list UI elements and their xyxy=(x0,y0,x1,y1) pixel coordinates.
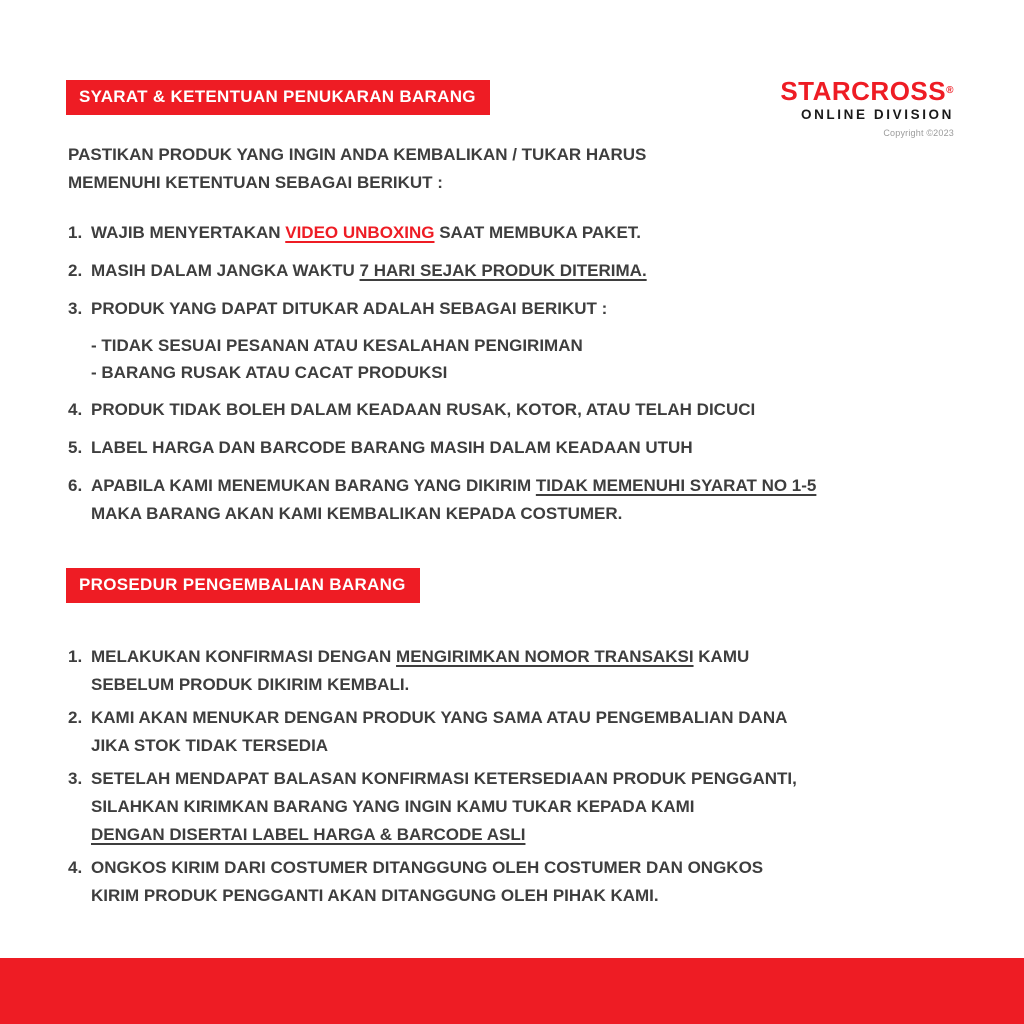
item-text-segment: SEBELUM PRODUK DIKIRIM KEMBALI. xyxy=(91,675,410,694)
terms-intro-line-2: MEMENUHI KETENTUAN SEBAGAI BERIKUT : xyxy=(68,173,443,192)
item-number: 1. xyxy=(68,647,83,666)
underlined-text: 7 HARI SEJAK PRODUK DITERIMA. xyxy=(359,261,647,280)
brand-logo xyxy=(780,78,954,104)
item-text-segment: PRODUK YANG DAPAT DITUKAR ADALAH SEBAGAI BERIKUT : xyxy=(91,299,608,318)
item-number: 4. xyxy=(68,400,83,419)
item-text xyxy=(91,854,1024,910)
procedure-item-1 xyxy=(68,643,1024,699)
item-text-segment: JIKA STOK TIDAK TERSEDIA xyxy=(91,736,329,755)
item-text xyxy=(91,434,1024,462)
procedure-banner: PROSEDUR PENGEMBALIAN BARANG xyxy=(66,568,420,603)
terms-banner: SYARAT & KETENTUAN PENUKARAN BARANG xyxy=(66,80,490,115)
item-text-segment: MASIH DALAM JANGKA WAKTU xyxy=(91,261,360,280)
item-text-segment: PRODUK TIDAK BOLEH DALAM KEADAAN RUSAK, KOTOR, ATAU TELAH DICUCI xyxy=(91,400,756,419)
item-text-segment: KIRIM PRODUK PENGGANTI AKAN DITANGGUNG OLEH PIHAK KAMI. xyxy=(91,886,659,905)
underlined-text: DENGAN DISERTAI LABEL HARGA & BARCODE ASLI xyxy=(91,825,526,844)
item-text xyxy=(91,257,1024,285)
terms-list xyxy=(68,219,1024,528)
terms-item-3 xyxy=(68,295,1024,386)
item-text xyxy=(91,472,1024,528)
item-number: 2. xyxy=(68,261,83,280)
item-text-segment: MAKA BARANG AKAN KAMI KEMBALIKAN KEPADA COSTUMER. xyxy=(91,504,623,523)
item-number: 1. xyxy=(68,223,83,242)
item-text-segment: APABILA KAMI MENEMUKAN BARANG YANG DIKIRIM xyxy=(91,476,536,495)
procedure-item-3 xyxy=(68,765,1024,849)
item-text xyxy=(91,704,1024,760)
trademark-symbol: ® xyxy=(946,85,954,96)
copyright-text: Copyright ©2023 xyxy=(883,128,954,138)
procedure-item-2 xyxy=(68,704,1024,760)
terms-intro xyxy=(68,141,1024,197)
sub-item: - TIDAK SESUAI PESANAN ATAU KESALAHAN PENGIRIMAN xyxy=(91,336,583,355)
terms-intro-line-1: PASTIKAN PRODUK YANG INGIN ANDA KEMBALIKAN / TUKAR HARUS xyxy=(68,145,647,164)
video-unboxing-highlight: VIDEO UNBOXING xyxy=(285,223,435,242)
item-number: 5. xyxy=(68,438,83,457)
item-text xyxy=(91,765,1024,849)
item-text-segment: KAMU xyxy=(693,647,750,666)
item-text-segment: WAJIB MENYERTAKAN xyxy=(91,223,286,242)
terms-item-4 xyxy=(68,396,1024,424)
terms-item-2 xyxy=(68,257,1024,285)
brand-block xyxy=(780,78,954,138)
item-text-segment: ONGKOS KIRIM DARI COSTUMER DITANGGUNG OLEH COSTUMER DAN ONGKOS xyxy=(91,858,764,877)
item-number: 2. xyxy=(68,708,83,727)
terms-item-3-sublist xyxy=(91,332,1024,386)
item-number: 3. xyxy=(68,769,83,788)
item-text xyxy=(91,643,1024,699)
item-text xyxy=(91,219,1024,247)
procedure-list xyxy=(68,643,1024,910)
item-number: 6. xyxy=(68,476,83,495)
procedure-item-4 xyxy=(68,854,1024,910)
terms-item-1 xyxy=(68,219,1024,247)
item-text-segment: KAMI AKAN MENUKAR DENGAN PRODUK YANG SAMA ATAU PENGEMBALIAN DANA xyxy=(91,708,788,727)
item-number: 4. xyxy=(68,858,83,877)
terms-item-6 xyxy=(68,472,1024,528)
item-number: 3. xyxy=(68,299,83,318)
item-text xyxy=(91,396,1024,424)
underlined-text: MENGIRIMKAN NOMOR TRANSAKSI xyxy=(396,647,694,666)
brand-logo-text: STARCROSS xyxy=(780,76,947,106)
terms-item-5 xyxy=(68,434,1024,462)
underlined-text: TIDAK MEMENUHI SYARAT NO 1-5 xyxy=(535,476,817,495)
item-text-segment: SAAT MEMBUKA PAKET. xyxy=(434,223,642,242)
item-text-segment: SETELAH MENDAPAT BALASAN KONFIRMASI KETERSEDIAAN PRODUK PENGGANTI, xyxy=(91,769,797,788)
item-text-segment: MELAKUKAN KONFIRMASI DENGAN xyxy=(91,647,397,666)
item-text xyxy=(91,295,1024,386)
sub-item: - BARANG RUSAK ATAU CACAT PRODUKSI xyxy=(91,363,448,382)
footer-red-bar xyxy=(0,958,1024,1024)
brand-division-label: ONLINE DIVISION xyxy=(800,107,954,122)
item-text-segment: SILAHKAN KIRIMKAN BARANG YANG INGIN KAMU TUKAR KEPADA KAMI xyxy=(91,797,695,816)
item-text-segment: LABEL HARGA DAN BARCODE BARANG MASIH DALAM KEADAAN UTUH xyxy=(91,438,693,457)
